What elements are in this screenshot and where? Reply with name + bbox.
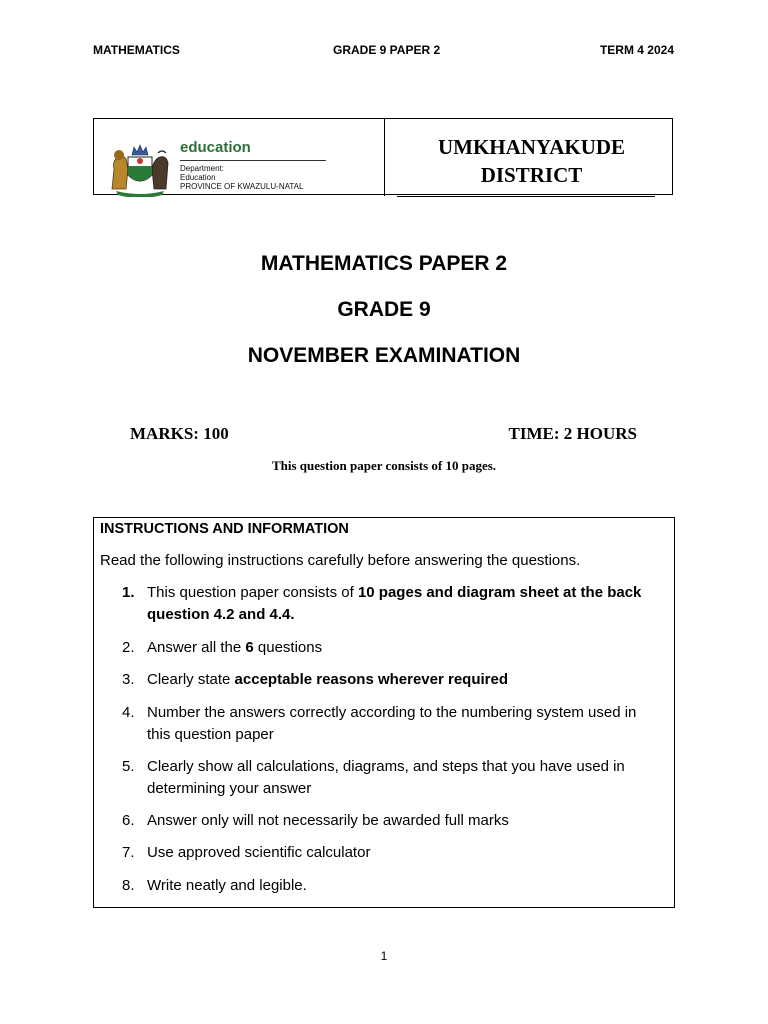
instructions-intro: Read the following instructions carefully before answering the questions. (100, 552, 581, 569)
district-line-1: UMKHANYAKUDE (437, 135, 626, 159)
instruction-number: 8. (122, 877, 135, 894)
instruction-text: Number the answers correctly according to the numbering system used in this question paper (147, 704, 637, 743)
instruction-text-bold: acceptable reasons wherever required (234, 671, 509, 688)
instruction-text (147, 582, 647, 626)
instructions-box (93, 517, 675, 908)
time-allowed: TIME: 2 HOURS (508, 424, 637, 443)
instruction-number: 6. (122, 812, 135, 829)
province-name: PROVINCE OF KWAZULU-NATAL (180, 182, 304, 191)
instruction-text: Use approved scientific calculator (147, 844, 371, 861)
department-brand (180, 139, 330, 191)
instruction-text-plain: This question paper consists of (147, 584, 358, 601)
instruction-number: 5. (122, 758, 135, 775)
page-number: 1 (380, 949, 388, 963)
instruction-text: Clearly show all calculations, diagrams, and steps that you have used in determining your answer (147, 758, 625, 797)
instruction-text (147, 669, 647, 691)
banner-divider (384, 119, 385, 196)
instruction-text: Write neatly and legible. (147, 877, 307, 894)
department-banner (93, 118, 673, 195)
instruction-text-plain: Answer all the (147, 639, 246, 656)
instruction-text: Answer only will not necessarily be awarded full marks (147, 812, 509, 829)
instruction-text (147, 637, 647, 659)
instruction-text-plain: questions (253, 639, 323, 656)
district-underline (397, 196, 655, 197)
header-subject: MATHEMATICS (93, 43, 180, 57)
dept-label: Department: (180, 164, 225, 173)
dept-name: Education (180, 173, 216, 182)
instruction-text-plain: Clearly state (147, 671, 235, 688)
instruction-number: 4. (122, 704, 135, 721)
instruction-text-bold: 10 pages and diagram sheet at the back question 4.2 and 4.4. (147, 584, 642, 623)
instruction-number: 7. (122, 844, 135, 861)
instructions-heading: INSTRUCTIONS AND INFORMATION (100, 521, 349, 537)
instruction-text-bold: 6 (245, 639, 254, 656)
header-term: TERM 4 2024 (599, 43, 674, 57)
paper-title: MATHEMATICS PAPER 2 (260, 252, 508, 275)
district-name (399, 133, 664, 189)
page-count-note: This question paper consists of 10 pages. (271, 458, 497, 473)
marks-total: MARKS: 100 (130, 424, 229, 443)
exam-title: NOVEMBER EXAMINATION (247, 344, 521, 367)
grade-title: GRADE 9 (337, 298, 431, 321)
instruction-number: 1. (122, 584, 135, 601)
header-paper: GRADE 9 PAPER 2 (333, 43, 441, 57)
instruction-number: 3. (122, 671, 135, 688)
district-line-2: DISTRICT (480, 163, 583, 187)
kzn-coat-of-arms-logo (108, 139, 172, 197)
instruction-number: 2. (122, 639, 135, 656)
brand-wordmark: education (180, 139, 251, 156)
brand-rule (180, 160, 326, 161)
